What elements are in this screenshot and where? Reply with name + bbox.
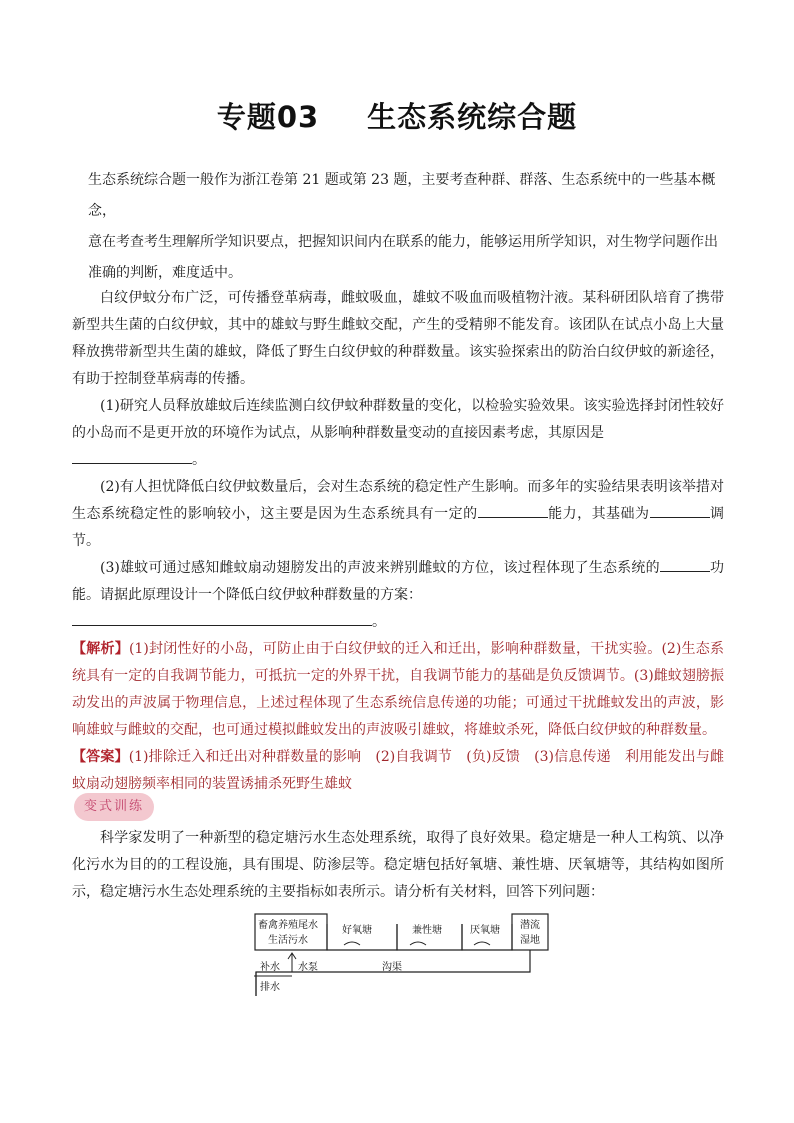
intro-paragraph [88, 165, 738, 289]
water-wave-icon [474, 942, 490, 945]
part-3-end: 。 [372, 614, 386, 630]
source-label-2: 生活污水 [268, 935, 308, 946]
analysis-block [72, 636, 724, 744]
topic-title: 生态系统综合题 [367, 100, 578, 134]
answer-text: (1)排除迁入和迁出对种群数量的影响 (2)自我调节 (负)反馈 (3)信息传递 利用能发出与雌蚊扇动翅膀频率相同的装置诱捕杀死野生雄蚊 [72, 749, 725, 792]
facultative-pond-label: 兼性塘 [412, 925, 442, 936]
question-1 [72, 285, 724, 798]
intro-line: 生态系统综合题一般作为浙江卷第 21 题或第 23 题，主要考查种群、群落、生态系统中的一些基本概念， [88, 172, 716, 219]
page-title [0, 95, 794, 136]
part-1-end: 。 [192, 452, 206, 468]
part-1-text: (1)研究人员释放雄蚊后连续监测白纹伊蚊种群数量的变化，以检验实验效果。该实验选择封闭性较好的小岛而不是更开放的环境作为试点，从影响种群数量变动的直接因素考虑，其原因是 [72, 398, 724, 441]
answer-blank [660, 555, 710, 572]
answer-blank [72, 447, 192, 464]
question-1-part-2 [72, 474, 724, 555]
source-label-1: 畜禽养殖尾水 [258, 920, 318, 931]
answer-blank [478, 501, 548, 518]
aerobic-pond-label: 好氧塘 [342, 925, 372, 936]
part-2-middle: 能力，其基础为 [547, 506, 650, 522]
water-wave-icon [410, 942, 426, 945]
supplement-label: 补水 [260, 962, 280, 973]
pond-diagram-svg [252, 912, 552, 996]
analysis-text: (1)封闭性好的小岛，可防止由于白纹伊蚊的迁入和迁出，影响种群数量，干扰实验。(2)生态系统具有一定的自我调节能力，可抵抗一定的外界干扰，自我调节能力的基础是负反馈调节。(3)雌蚊翅膀振动发出的声波属于物理信息，上述过程体现了生态系统信息传递的功能；可通过干扰雌蚊发出的声波，影响雄蚊与雌蚊的交配，也可通过模拟雌蚊发出的声波吸引雄蚊，将雄蚊杀死，降低白纹伊蚊的种群数量。 [72, 641, 725, 738]
part-2-end: 调节。 [72, 506, 725, 549]
answer-blank [72, 609, 372, 626]
answer-block [72, 744, 724, 798]
question-1-part-1 [72, 393, 724, 474]
anaerobic-pond-label: 厌氧塘 [470, 925, 500, 936]
intro-line: 准确的判断，难度适中。 [88, 265, 242, 281]
question-2-stem: 科学家发明了一种新型的稳定塘污水生态处理系统，取得了良好效果。稳定塘是一种人工构筑、以净化污水为目的的工程设施，具有围堤、防渗层等。稳定塘包括好氧塘、兼性塘、厌氧塘等，其结构如图所示，稳定塘污水生态处理系统的主要指标如表所示。请分析有关材料，回答下列问题： [72, 830, 724, 900]
intro-line: 意在考查考生理解所学知识要点，把握知识间内在联系的能力，能够运用所学知识，对生物学问题作出 [88, 234, 718, 250]
variant-training-badge: 变式训练 [74, 793, 154, 821]
drain-label: 排水 [260, 982, 280, 993]
water-wave-icon [344, 942, 360, 945]
topic-number: 专题03 [216, 100, 320, 134]
answer-label: 【答案】 [72, 749, 129, 765]
channel-label: 沟渠 [382, 962, 402, 973]
analysis-label: 【解析】 [72, 641, 129, 657]
pond-system-diagram [252, 912, 552, 996]
question-1-stem: 白纹伊蚊分布广泛，可传播登革病毒，雌蚊吸血，雄蚊不吸血而吸植物汁液。某科研团队培育了携带新型共生菌的白纹伊蚊，其中的雄蚊与野生雌蚊交配，产生的受精卵不能发育。该团队在试点小岛上大量释放携带新型共生菌的雄蚊，降低了野生白纹伊蚊的种群数量。该实验探索出的防治白纹伊蚊的新途径，有助于控制登革病毒的传播。 [72, 290, 724, 387]
return-channel [256, 950, 530, 996]
wetland-label-2: 湿地 [520, 935, 540, 946]
question-2 [72, 825, 724, 906]
pump-arrow-icon [288, 953, 296, 972]
wetland-label-1: 潜流 [520, 920, 540, 931]
part-3-text-2: 功能。请据此原理设计一个降低白纹伊蚊种群数量的方案： [72, 560, 724, 603]
part-2-text: (2)有人担忧降低白纹伊蚊数量后，会对生态系统的稳定性产生影响。而多年的实验结果表明该举措对生态系统稳定性的影响较小，这主要是因为生态系统具有一定的 [72, 479, 724, 522]
part-3-text: (3)雄蚊可通过感知雌蚊扇动翅膀发出的声波来辨别雌蚊的方位，该过程体现了生态系统的 [100, 560, 660, 576]
pump-label: 水泵 [298, 962, 318, 973]
answer-blank [650, 501, 710, 518]
question-1-part-3 [72, 555, 724, 636]
